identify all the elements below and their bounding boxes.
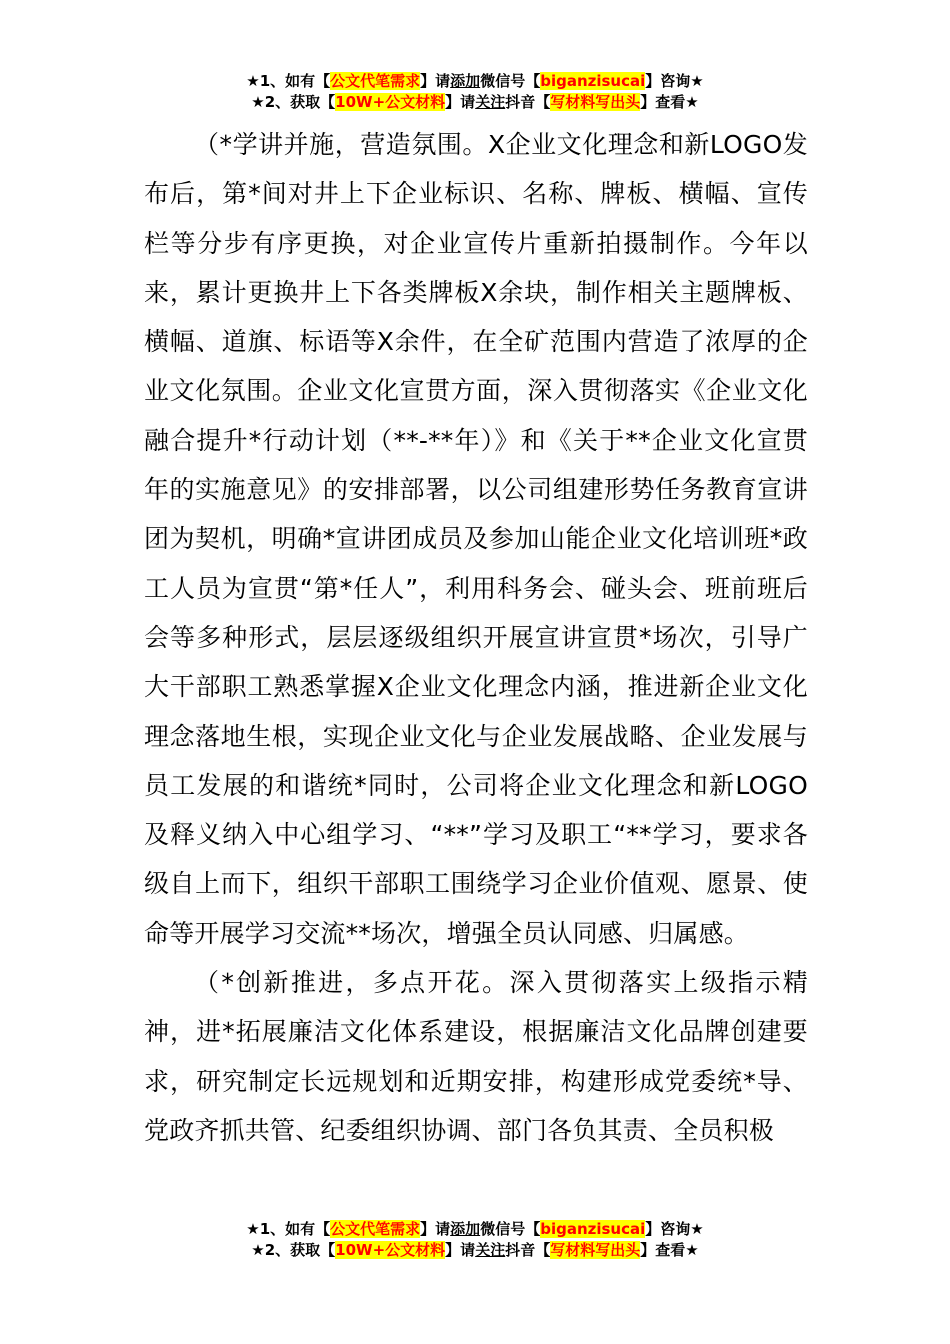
banner-highlight: 10W+公文材料	[335, 93, 446, 111]
banner-line-1	[0, 1219, 950, 1240]
banner-emphasis: 添加	[450, 1220, 481, 1238]
header-banner	[0, 71, 950, 113]
banner-emphasis: 关注	[475, 93, 506, 111]
banner-text: 1、如有【	[259, 1220, 331, 1238]
star-icon: ★	[685, 93, 699, 111]
banner-text: 1、如有【	[259, 72, 331, 90]
banner-highlight: 公文代笔需求	[330, 1220, 421, 1238]
banner-highlight: biganzisucai	[540, 72, 646, 90]
banner-line-1	[0, 71, 950, 92]
banner-text: 2、获取【	[264, 1241, 336, 1259]
banner-text: 】请	[420, 1220, 451, 1238]
banner-text: 】查看	[640, 93, 686, 111]
banner-highlight: 公文代笔需求	[330, 72, 421, 90]
paragraph: （*学讲并施，营造氛围。X企业文化理念和新LOGO发布后，第*间对井上下企业标识、名称、牌板、横幅、宣传栏等分步有序更换，对企业宣传片重新拍摄制作。今年以来，累计更换井上下各类牌板X余块，制作相关主题牌板、横幅、道旗、标语等X余件，在全矿范围内营造了浓厚的企业文化氛围。企业文化宣贯方面，深入贯彻落实《企业文化融合提升*行动计划（**-**年）》和《关于**企业文化宣贯年的实施意见》的安排部署，以公司组建形势任务教育宣讲团为契机，明确*宣讲团成员及参加山能企业文化培训班*政工人员为宣贯“第*任人”，利用科务会、碰头会、班前班后会等多种形式，层层逐级组织开展宣讲宣贯*场次，引导广大干部职工熟悉掌握X企业文化理念内涵，推进新企业文化理念落地生根，实现企业文化与企业发展战略、企业发展与员工发展的和谐统*同时，公司将企业文化理念和新LOGO及释义纳入中心组学习、“**”学习及职工“**学习，要求各级自上而下，组织干部职工围绕学习企业价值观、愿景、使命等开展学习交流**场次，增强全员认同感、归属感。	[144, 130, 808, 948]
star-icon: ★	[690, 72, 704, 90]
banner-text: 】咨询	[645, 1220, 691, 1238]
banner-text: 抖音【	[505, 1241, 551, 1259]
banner-text: 】请	[445, 1241, 476, 1259]
banner-emphasis: 关注	[475, 1241, 506, 1259]
banner-text: 微信号【	[480, 72, 541, 90]
banner-emphasis: 添加	[450, 72, 481, 90]
banner-text: 】咨询	[645, 72, 691, 90]
star-icon: ★	[246, 72, 260, 90]
banner-text: 2、获取【	[264, 93, 336, 111]
banner-line-2	[0, 1240, 950, 1261]
banner-highlight: 写材料写出头	[550, 1241, 641, 1259]
footer-banner	[0, 1219, 950, 1261]
banner-line-2	[0, 92, 950, 113]
banner-text: 】请	[420, 72, 451, 90]
star-icon: ★	[251, 1241, 265, 1259]
banner-highlight: 写材料写出头	[550, 93, 641, 111]
banner-highlight: 10W+公文材料	[335, 1241, 446, 1259]
paragraph: （*创新推进，多点开花。深入贯彻落实上级指示精神，进*拓展廉洁文化体系建设，根据廉洁文化品牌创建要求，研究制定长远规划和近期安排，构建形成党委统*导、党政齐抓共管、纪委组织协调、部门各负其责、全员积极	[144, 968, 808, 1145]
document-body	[144, 120, 808, 1155]
star-icon: ★	[690, 1220, 704, 1238]
banner-text: 微信号【	[480, 1220, 541, 1238]
star-icon: ★	[251, 93, 265, 111]
banner-text: 抖音【	[505, 93, 551, 111]
star-icon: ★	[685, 1241, 699, 1259]
star-icon: ★	[246, 1220, 260, 1238]
banner-text: 】请	[445, 93, 476, 111]
banner-text: 】查看	[640, 1241, 686, 1259]
banner-highlight: biganzisucai	[540, 1220, 646, 1238]
